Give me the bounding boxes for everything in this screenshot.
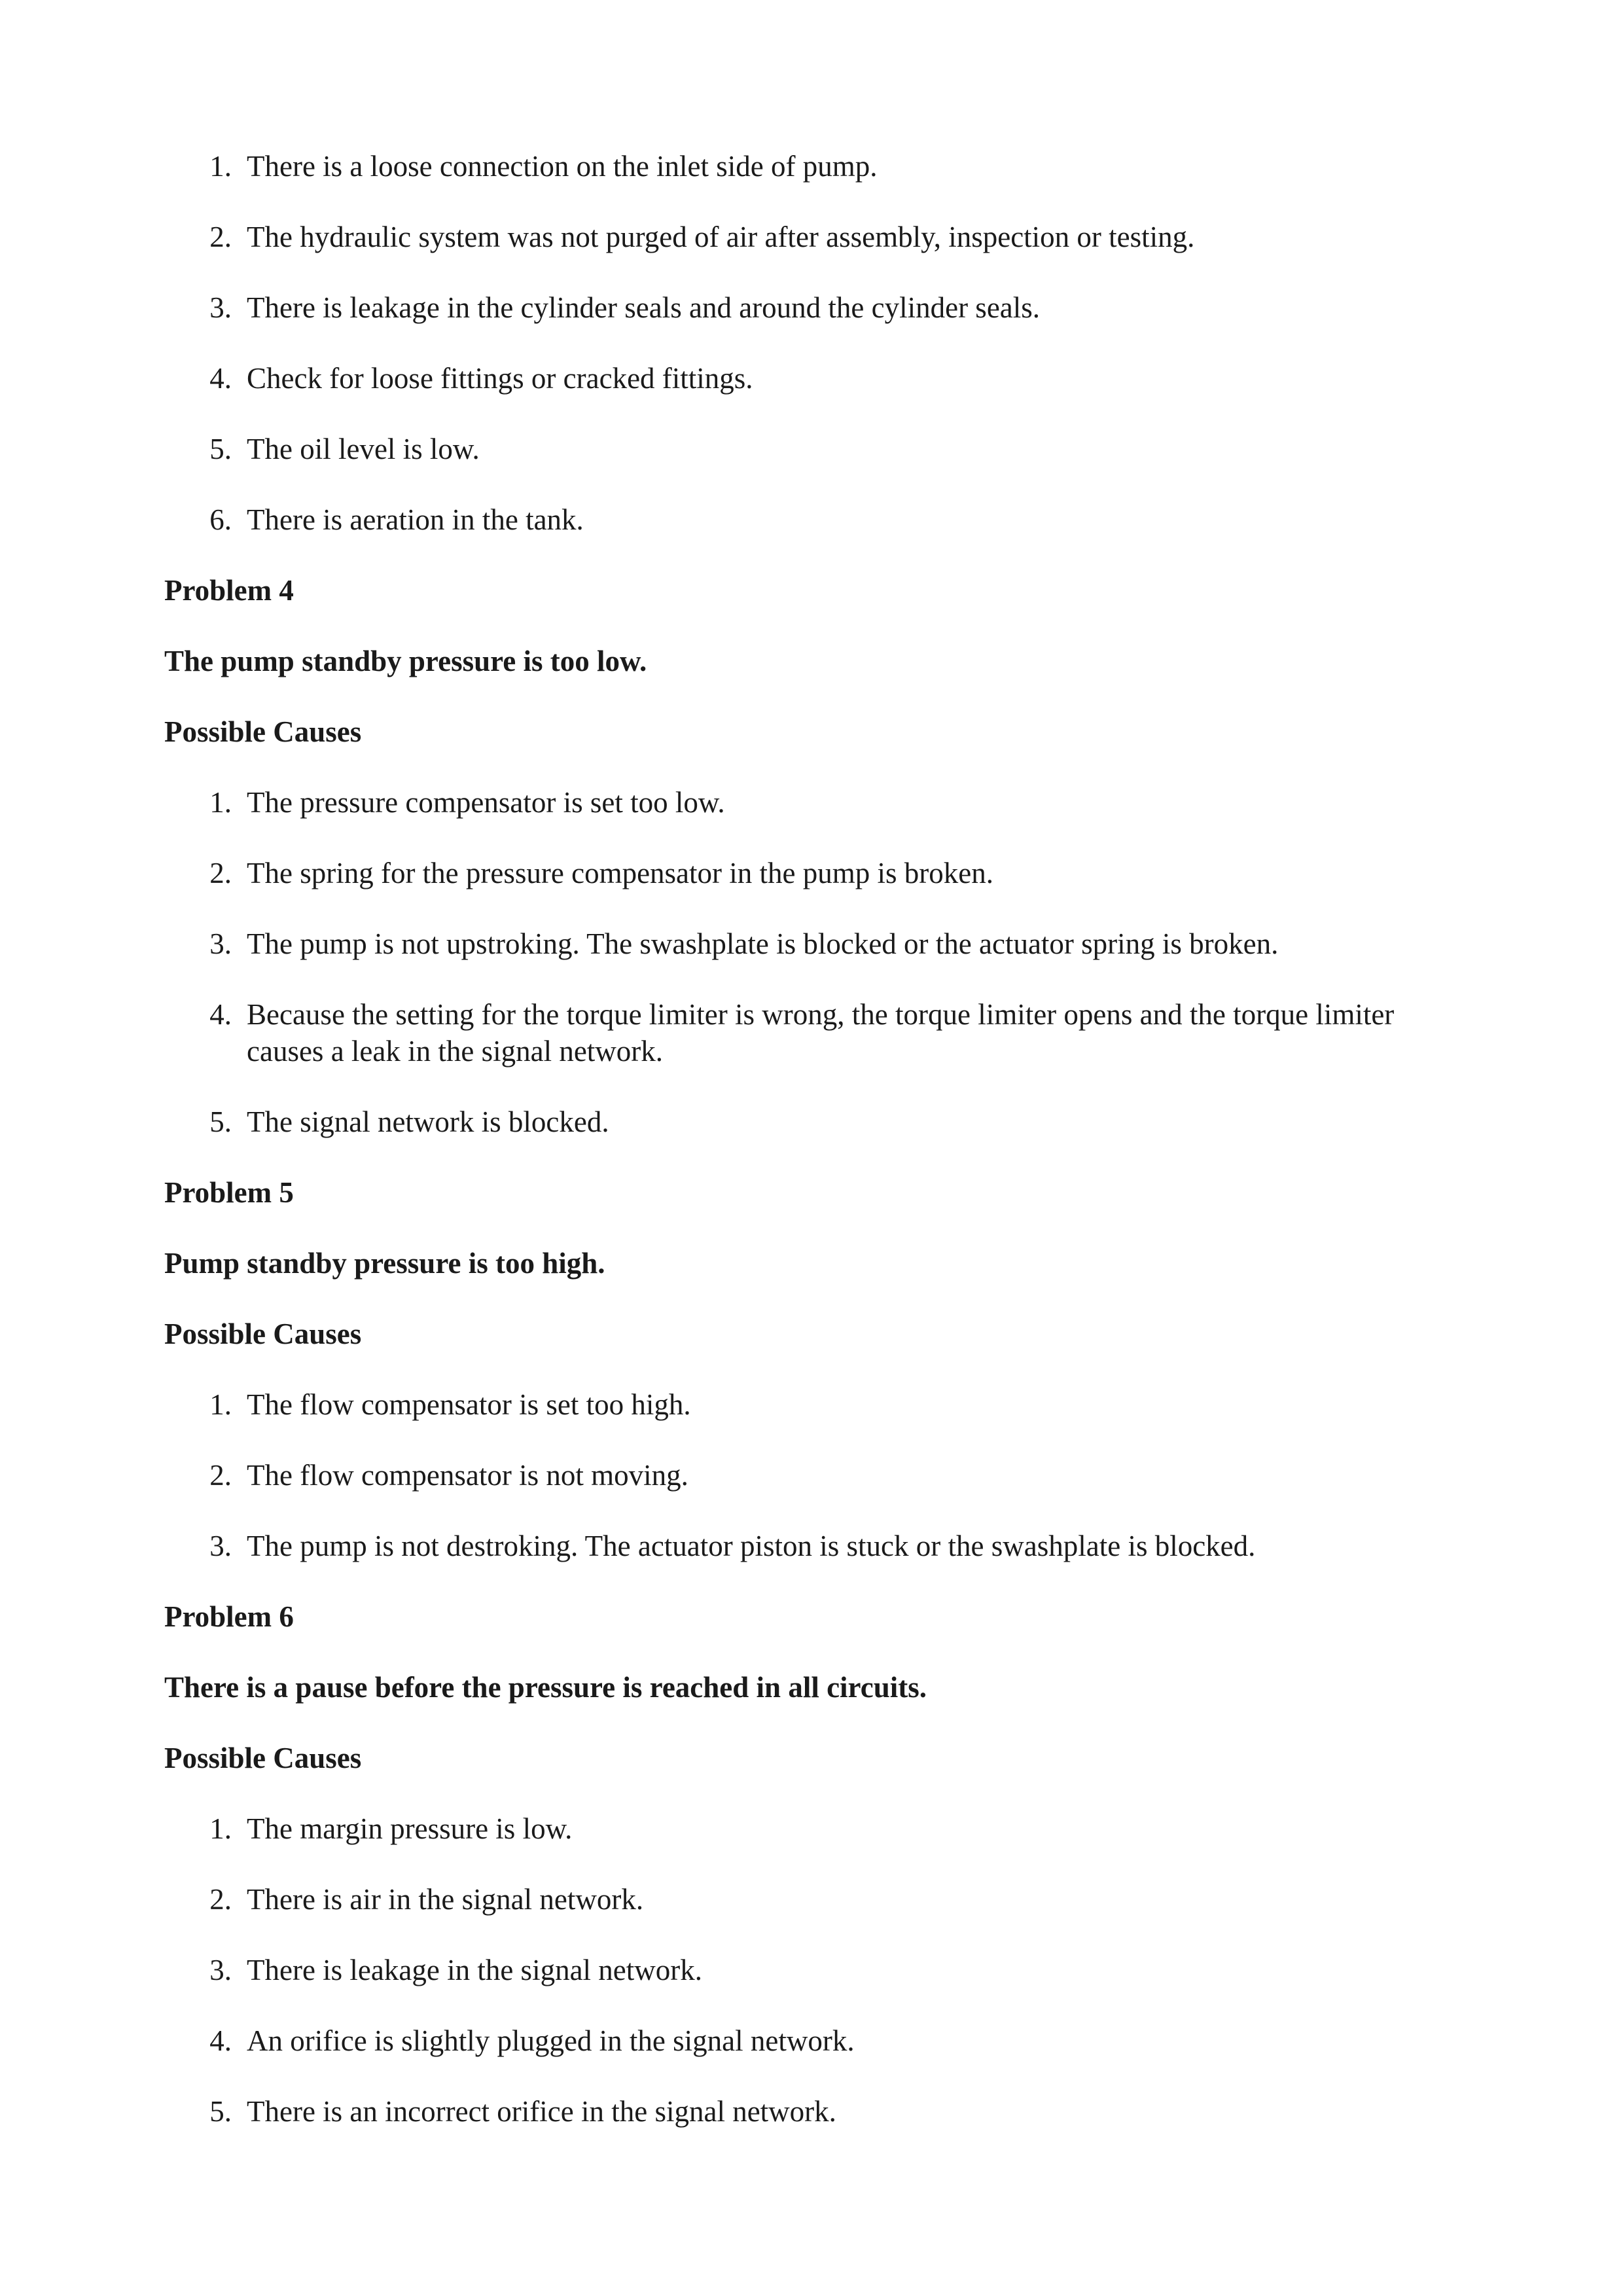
list-number: 5. [209,433,232,465]
list-number: 5. [209,2095,232,2128]
list-number: 2. [209,221,232,253]
list-text: The pump is not upstroking. The swashplate is blocked or the actuator spring is broken. [247,927,1279,960]
list-number: 4. [209,998,232,1031]
problem-title: The pump standby pressure is too low. [164,645,647,677]
list-number: 1. [209,1388,232,1421]
problem-heading: Problem 6 [164,1600,294,1633]
list-number: 1. [209,786,232,819]
list-text: There is an incorrect orifice in the signal network. [247,2095,836,2128]
list-text: The hydraulic system was not purged of air after assembly, inspection or testing. [247,221,1195,253]
list-text: The flow compensator is set too high. [247,1388,691,1421]
list-text: The oil level is low. [247,433,480,465]
list-number: 4. [209,362,232,395]
list-number: 6. [209,503,232,536]
list-text: The spring for the pressure compensator in the pump is broken. [247,857,993,889]
list-number: 3. [209,291,232,324]
list-text: There is a loose connection on the inlet side of pump. [247,150,878,183]
problem-title: There is a pause before the pressure is reached in all circuits. [164,1671,927,1704]
list-number: 3. [209,1954,232,1986]
list-text: There is leakage in the cylinder seals and around the cylinder seals. [247,291,1041,324]
list-text: The margin pressure is low. [247,1812,573,1845]
list-text: The pressure compensator is set too low. [247,786,725,819]
problem-heading: Problem 5 [164,1176,294,1209]
possible-causes-heading: Possible Causes [164,1318,362,1350]
list-number: 5. [209,1105,232,1138]
problem-title: Pump standby pressure is too high. [164,1247,605,1280]
list-text: There is aeration in the tank. [247,503,584,536]
list-number: 2. [209,1459,232,1492]
list-number: 1. [209,1812,232,1845]
possible-causes-heading: Possible Causes [164,1742,362,1774]
list-text: The pump is not destroking. The actuator piston is stuck or the swashplate is blocked. [247,1530,1256,1562]
list-number: 2. [209,857,232,889]
list-number: 2. [209,1883,232,1916]
list-number: 1. [209,150,232,183]
list-text: There is leakage in the signal network. [247,1954,703,1986]
list-text: The flow compensator is not moving. [247,1459,688,1492]
list-text: Because the setting for the torque limiter is wrong, the torque limiter opens and the torque limiter causes a leak in the signal network. [247,998,1395,1067]
list-number: 4. [209,2024,232,2057]
list-number: 3. [209,1530,232,1562]
list-text: An orifice is slightly plugged in the signal network. [247,2024,855,2057]
list-text: The signal network is blocked. [247,1105,609,1138]
list-text: Check for loose fittings or cracked fittings. [247,362,753,395]
list-text: There is air in the signal network. [247,1883,644,1916]
possible-causes-heading: Possible Causes [164,715,362,748]
problem-heading: Problem 4 [164,574,294,607]
list-number: 3. [209,927,232,960]
